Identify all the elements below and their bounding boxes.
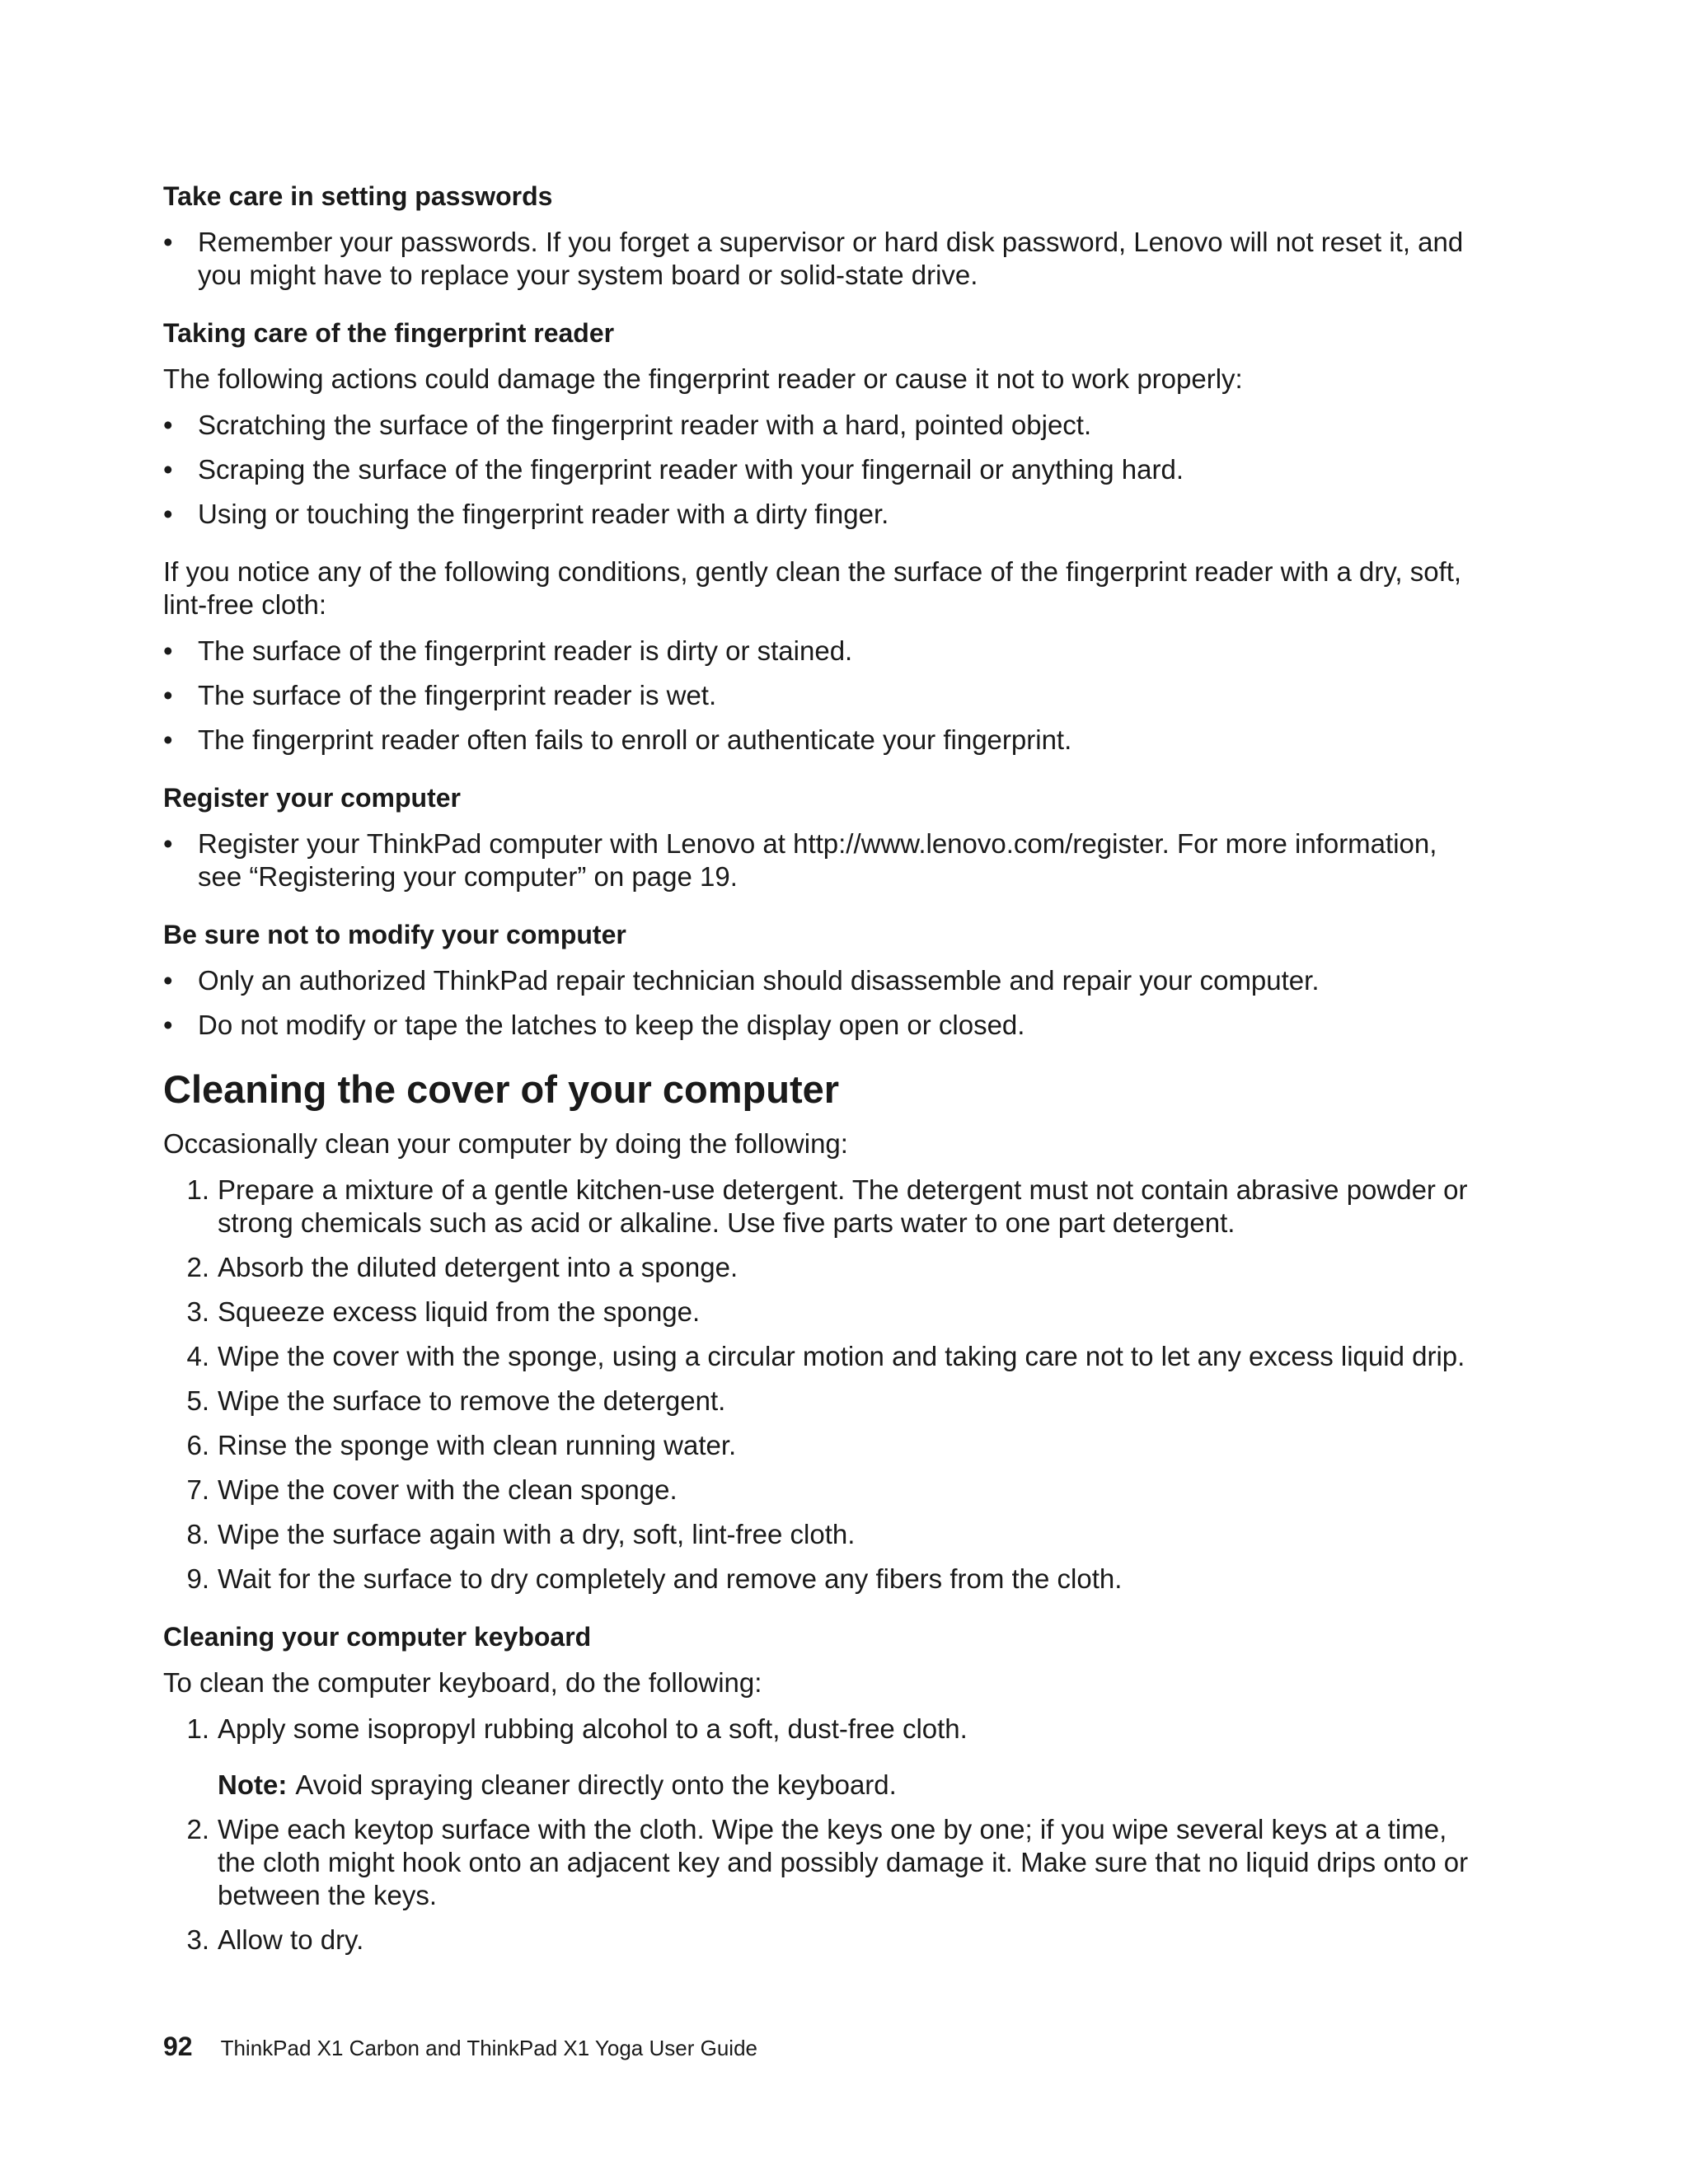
step-item bbox=[163, 1563, 1482, 1596]
list-item-text: Only an authorized ThinkPad repair technician should disassemble and repair your computer. bbox=[198, 965, 1320, 996]
bullet-marker: • bbox=[163, 410, 173, 440]
fingerprint-conditions-intro: If you notice any of the following conditions, gently clean the surface of the fingerprint reader with a dry, soft, lint-free cloth: bbox=[163, 556, 1462, 620]
list-modify bbox=[163, 964, 1482, 1042]
step-text: Wait for the surface to dry completely and remove any fibers from the cloth. bbox=[218, 1563, 1123, 1594]
step-item bbox=[163, 1813, 1482, 1912]
step-text: Apply some isopropyl rubbing alcohol to a soft, dust-free cloth. bbox=[218, 1713, 968, 1744]
note-text: Avoid spraying cleaner directly onto the keyboard. bbox=[295, 1769, 897, 1800]
step-item bbox=[163, 1518, 1482, 1551]
step-item bbox=[163, 1251, 1482, 1284]
page-footer bbox=[163, 2032, 757, 2063]
page-number: 92 bbox=[163, 2032, 193, 2061]
heading-keyboard: Cleaning your computer keyboard bbox=[163, 1622, 592, 1652]
step-item bbox=[163, 1174, 1482, 1240]
list-item bbox=[163, 453, 1482, 486]
list-item bbox=[163, 679, 1482, 712]
list-item-text: Remember your passwords. If you forget a supervisor or hard disk password, Lenovo will not reset it, and you might have to replace your system board or solid-state drive. bbox=[198, 227, 1464, 290]
step-text: Wipe the cover with the sponge, using a circular motion and taking care not to let any excess liquid drip. bbox=[218, 1341, 1465, 1371]
list-item bbox=[163, 498, 1482, 531]
keyboard-note bbox=[163, 1769, 1482, 1802]
list-item bbox=[163, 409, 1482, 442]
list-passwords bbox=[163, 226, 1482, 292]
step-item bbox=[163, 1296, 1482, 1329]
step-number: 2. bbox=[186, 1814, 209, 1844]
bullet-marker: • bbox=[163, 499, 173, 529]
section-title-cleaning-cover: Cleaning the cover of your computer bbox=[163, 1067, 840, 1111]
step-number: 3. bbox=[186, 1924, 209, 1955]
step-text: Absorb the diluted detergent into a sponge. bbox=[218, 1252, 738, 1282]
step-number: 9. bbox=[186, 1563, 209, 1594]
heading-register: Register your computer bbox=[163, 783, 461, 813]
step-item bbox=[163, 1713, 1482, 1746]
list-item bbox=[163, 724, 1482, 757]
list-item-text: Scratching the surface of the fingerprint reader with a hard, pointed object. bbox=[198, 410, 1092, 440]
step-item bbox=[163, 1340, 1482, 1373]
bullet-marker: • bbox=[163, 227, 173, 257]
bullet-marker: • bbox=[163, 454, 173, 485]
step-text: Rinse the sponge with clean running water. bbox=[218, 1430, 737, 1460]
list-item-text: Using or touching the fingerprint reader with a dirty finger. bbox=[198, 499, 889, 529]
heading-passwords: Take care in setting passwords bbox=[163, 181, 553, 211]
list-fingerprint-conditions bbox=[163, 635, 1482, 757]
step-item bbox=[163, 1385, 1482, 1418]
footer-title: ThinkPad X1 Carbon and ThinkPad X1 Yoga User Guide bbox=[220, 2036, 757, 2060]
list-item-text: The surface of the fingerprint reader is wet. bbox=[198, 680, 717, 710]
list-item bbox=[163, 635, 1482, 668]
steps-cleaning-cover bbox=[163, 1174, 1482, 1596]
step-number: 6. bbox=[186, 1430, 209, 1460]
step-number: 1. bbox=[186, 1713, 209, 1744]
bullet-marker: • bbox=[163, 680, 173, 710]
bullet-marker: • bbox=[163, 635, 173, 666]
fingerprint-intro: The following actions could damage the fingerprint reader or cause it not to work properly: bbox=[163, 363, 1243, 394]
step-text: Squeeze excess liquid from the sponge. bbox=[218, 1296, 701, 1327]
keyboard-intro: To clean the computer keyboard, do the following: bbox=[163, 1667, 762, 1698]
cover-intro: Occasionally clean your computer by doing the following: bbox=[163, 1128, 848, 1159]
heading-modify: Be sure not to modify your computer bbox=[163, 920, 626, 949]
step-number: 3. bbox=[186, 1296, 209, 1327]
list-item-text: The surface of the fingerprint reader is dirty or stained. bbox=[198, 635, 853, 666]
note-label: Note: bbox=[218, 1769, 288, 1800]
list-item-text: Scraping the surface of the fingerprint reader with your fingernail or anything hard. bbox=[198, 454, 1184, 485]
step-number: 4. bbox=[186, 1341, 209, 1371]
bullet-marker: • bbox=[163, 724, 173, 755]
list-register bbox=[163, 827, 1482, 893]
step-number: 7. bbox=[186, 1474, 209, 1505]
list-item-text: Do not modify or tape the latches to keep the display open or closed. bbox=[198, 1010, 1025, 1040]
heading-fingerprint: Taking care of the fingerprint reader bbox=[163, 318, 615, 348]
list-item bbox=[163, 1009, 1482, 1042]
step-text: Wipe the surface again with a dry, soft, lint-free cloth. bbox=[218, 1519, 856, 1549]
document-page bbox=[163, 180, 1482, 1981]
list-item bbox=[163, 964, 1482, 997]
step-item bbox=[163, 1924, 1482, 1957]
bullet-marker: • bbox=[163, 1010, 173, 1040]
bullet-marker: • bbox=[163, 965, 173, 996]
step-number: 5. bbox=[186, 1385, 209, 1416]
step-number: 8. bbox=[186, 1519, 209, 1549]
step-item bbox=[163, 1474, 1482, 1507]
step-text: Wipe each keytop surface with the cloth. Wipe the keys one by one; if you wipe several keys at a time, the cloth might hook onto an adjacent key and possibly damage it. Make sure that no liquid drips onto or between the keys. bbox=[218, 1814, 1469, 1910]
steps-cleaning-keyboard-continued bbox=[163, 1813, 1482, 1957]
step-text: Wipe the cover with the clean sponge. bbox=[218, 1474, 678, 1505]
steps-cleaning-keyboard bbox=[163, 1713, 1482, 1746]
step-text: Prepare a mixture of a gentle kitchen-use detergent. The detergent must not contain abrasive powder or strong chemicals such as acid or alkaline. Use five parts water to one part detergent. bbox=[218, 1174, 1468, 1238]
step-item bbox=[163, 1429, 1482, 1462]
step-text: Wipe the surface to remove the detergent. bbox=[218, 1385, 726, 1416]
bullet-marker: • bbox=[163, 828, 173, 859]
step-number: 1. bbox=[186, 1174, 209, 1205]
step-text: Allow to dry. bbox=[218, 1924, 364, 1955]
list-item bbox=[163, 226, 1482, 292]
list-item-text: Register your ThinkPad computer with Lenovo at http://www.lenovo.com/register. For more information, see “Registering your computer” on page 19. bbox=[198, 828, 1437, 892]
step-number: 2. bbox=[186, 1252, 209, 1282]
list-item-text: The fingerprint reader often fails to enroll or authenticate your fingerprint. bbox=[198, 724, 1072, 755]
list-fingerprint-damage bbox=[163, 409, 1482, 531]
list-item bbox=[163, 827, 1482, 893]
